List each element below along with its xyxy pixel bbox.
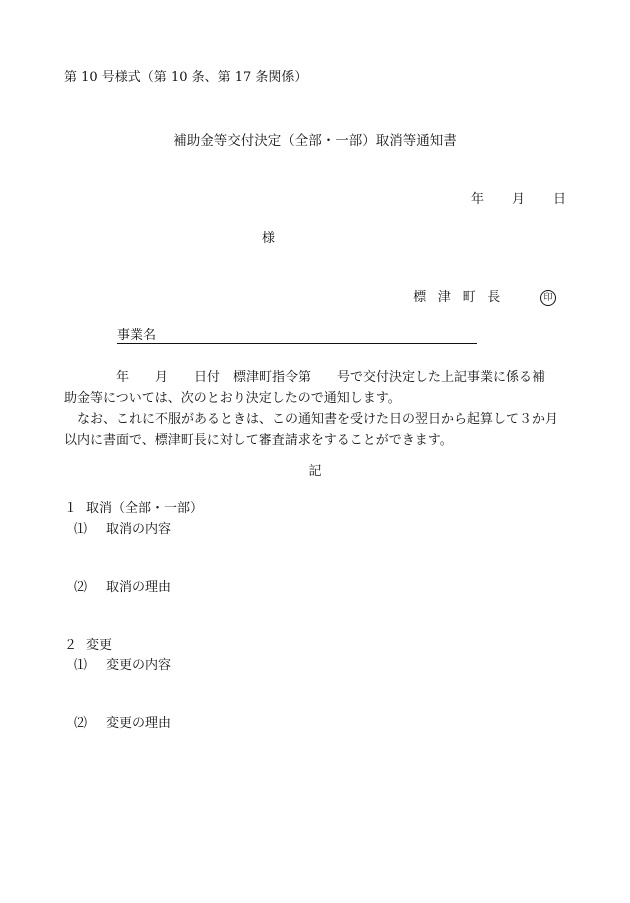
addressee-suffix: 様 <box>262 231 276 246</box>
item-number: ⑵ <box>74 716 88 731</box>
item-change-content <box>74 658 171 674</box>
project-name-underline <box>117 343 477 344</box>
notice-body <box>64 367 579 451</box>
ki-heading: 記 <box>308 464 322 479</box>
section-change <box>64 638 112 654</box>
section-title: 取消（全部・一部） <box>86 501 204 516</box>
date-year: 年 <box>470 192 484 207</box>
body-para1-line1: 年 月 日付 標津町指令第 号で交付決定した上記事業に係る補 <box>116 370 546 385</box>
form-number-label: 第 10 号様式（第 10 条、第 17 条関係） <box>64 70 308 85</box>
date-month: 月 <box>511 192 525 207</box>
sender-name: 標津町長 <box>413 290 512 305</box>
item-cancellation-reason <box>74 580 171 596</box>
item-label: 変更の理由 <box>106 716 172 731</box>
date-row <box>471 192 566 208</box>
item-change-reason <box>74 716 171 732</box>
section-cancellation <box>64 501 203 517</box>
item-label: 取消の内容 <box>106 522 172 537</box>
item-cancellation-content <box>74 522 171 538</box>
section-number: ２ <box>64 638 78 653</box>
seal-mark: 印 <box>540 290 556 306</box>
document-title: 補助金等交付決定（全部・一部）取消等通知書 <box>173 133 457 149</box>
item-number: ⑴ <box>74 658 88 673</box>
item-label: 取消の理由 <box>106 580 172 595</box>
item-number: ⑵ <box>74 580 88 595</box>
body-para2-line1: なお、これに不服があるときは、この通知書を受けた日の翌日から起算して３か月 <box>77 412 559 427</box>
item-number: ⑴ <box>74 522 88 537</box>
project-name-label: 事業名 <box>117 328 157 343</box>
sender <box>413 290 556 306</box>
body-para2-line2: 以内に書面で、標津町長に対して審査請求をすることができます。 <box>64 433 453 448</box>
item-label: 変更の内容 <box>106 658 172 673</box>
date-day: 日 <box>552 192 566 207</box>
section-title: 変更 <box>86 638 113 653</box>
body-para1-line2: 助金等については、次のとおり決定したので通知します。 <box>64 391 401 406</box>
section-number: １ <box>64 501 78 516</box>
